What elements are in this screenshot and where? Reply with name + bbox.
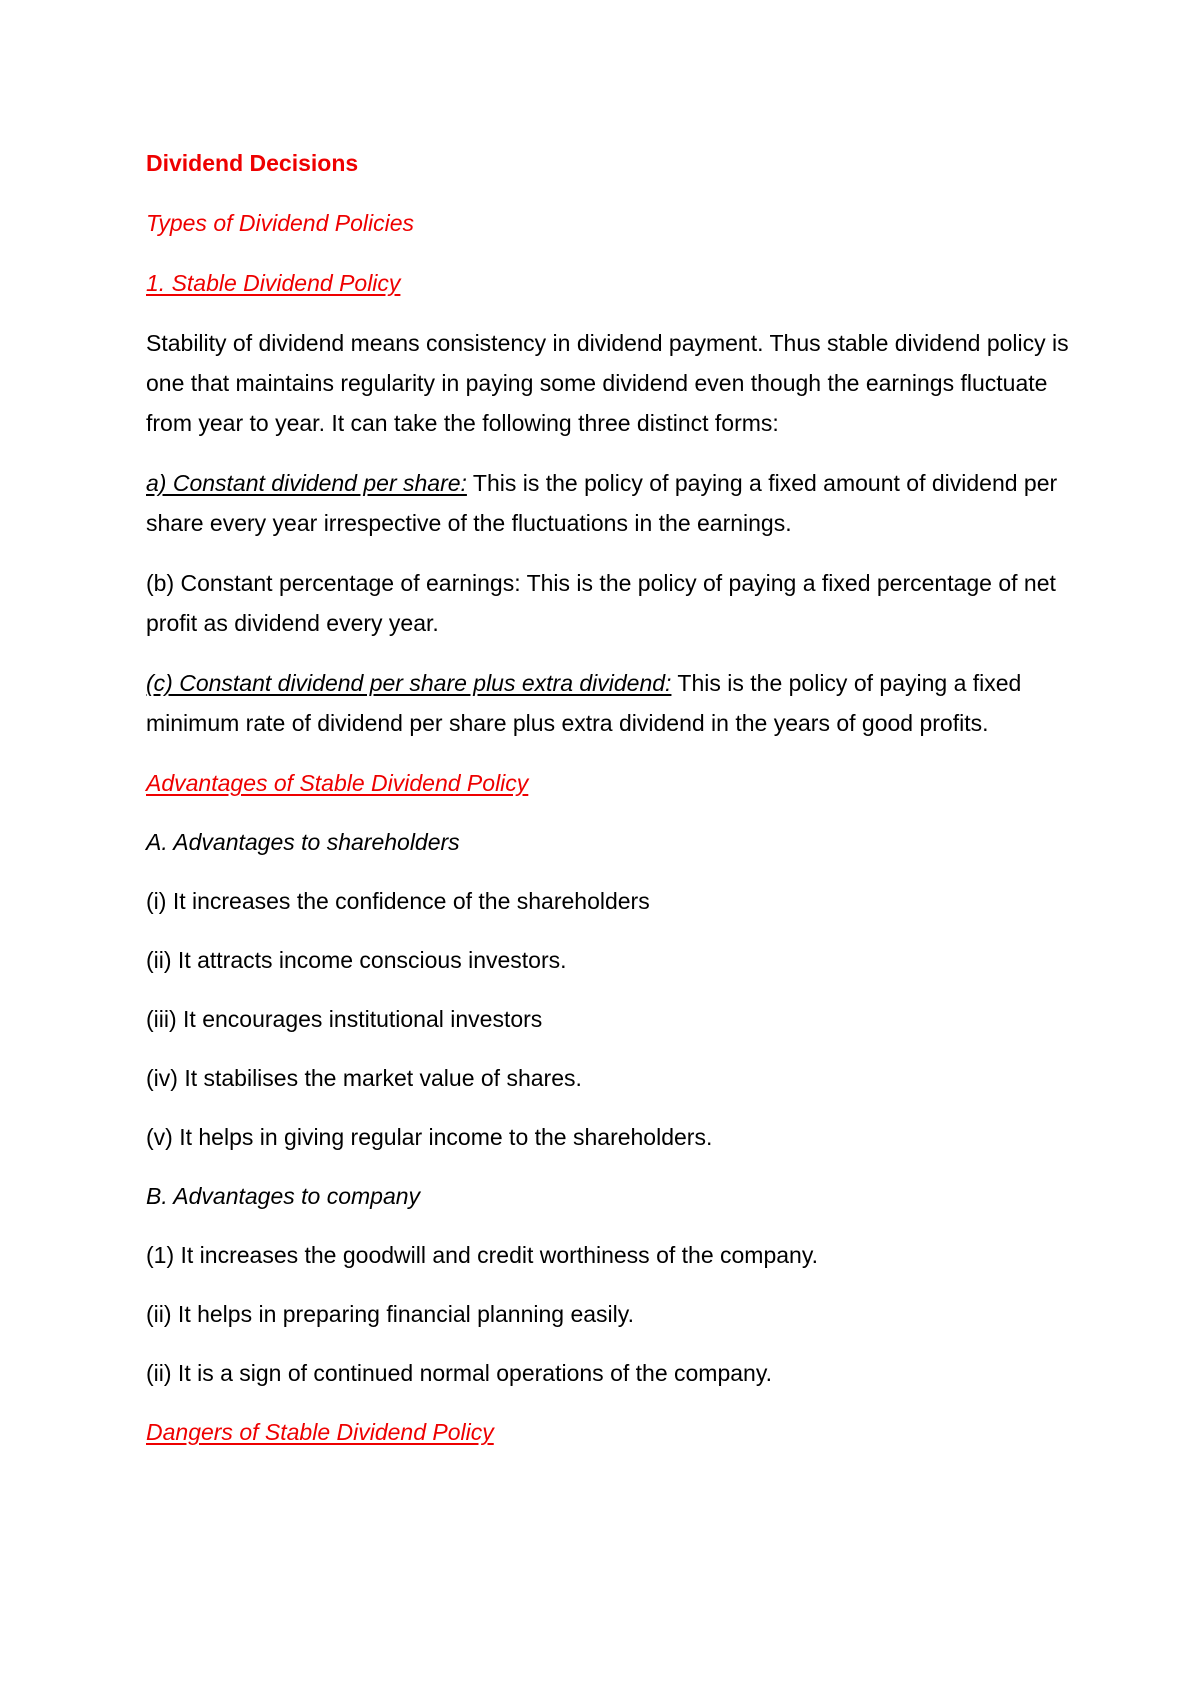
shareholders-heading: A. Advantages to shareholders bbox=[146, 829, 460, 855]
document-title: Dividend Decisions bbox=[146, 150, 359, 176]
dangers-heading: Dangers of Stable Dividend Policy bbox=[146, 1419, 494, 1445]
form-a-text: This is the policy of paying a fixed amount of dividend per share every year irrespective of the fluctuations in the earnings. bbox=[146, 470, 1058, 536]
subtitle: Types of Dividend Policies bbox=[146, 210, 415, 236]
list-item: (iv) It stabilises the market value of shares. bbox=[146, 1065, 582, 1091]
list-item: (i) It increases the confidence of the shareholders bbox=[146, 888, 650, 914]
form-c-label: (c) Constant dividend per share plus extra dividend: bbox=[146, 670, 672, 696]
form-c-text: This is the policy of paying a fixed minimum rate of dividend per share plus extra dividend in the years of good profits. bbox=[146, 670, 1022, 736]
form-a-paragraph bbox=[146, 463, 1076, 543]
list-item: (ii) It attracts income conscious investors. bbox=[146, 947, 567, 973]
form-a-label: a) Constant dividend per share: bbox=[146, 470, 467, 496]
list-item: (ii) It is a sign of continued normal operations of the company. bbox=[146, 1360, 773, 1386]
list-item: (ii) It helps in preparing financial planning easily. bbox=[146, 1301, 634, 1327]
list-item: (1) It increases the goodwill and credit worthiness of the company. bbox=[146, 1242, 819, 1268]
form-b-paragraph bbox=[146, 563, 1076, 643]
company-heading: B. Advantages to company bbox=[146, 1183, 421, 1209]
advantages-heading: Advantages of Stable Dividend Policy bbox=[146, 770, 529, 796]
section-heading-stable-policy: 1. Stable Dividend Policy bbox=[146, 270, 401, 296]
intro-paragraph: Stability of dividend means consistency in dividend payment. Thus stable dividend policy is one that maintains regularity in paying some dividend even though the earnings fluctuate from year to year. It can take the following three distinct forms: bbox=[146, 330, 1069, 436]
list-item: (v) It helps in giving regular income to the shareholders. bbox=[146, 1124, 713, 1150]
list-item: (iii) It encourages institutional investors bbox=[146, 1006, 543, 1032]
document-body bbox=[146, 143, 1076, 1471]
form-c-paragraph bbox=[146, 663, 1076, 743]
form-b-text: (b) Constant percentage of earnings: This is the policy of paying a fixed percentage of net profit as dividend every year. bbox=[146, 570, 1056, 636]
